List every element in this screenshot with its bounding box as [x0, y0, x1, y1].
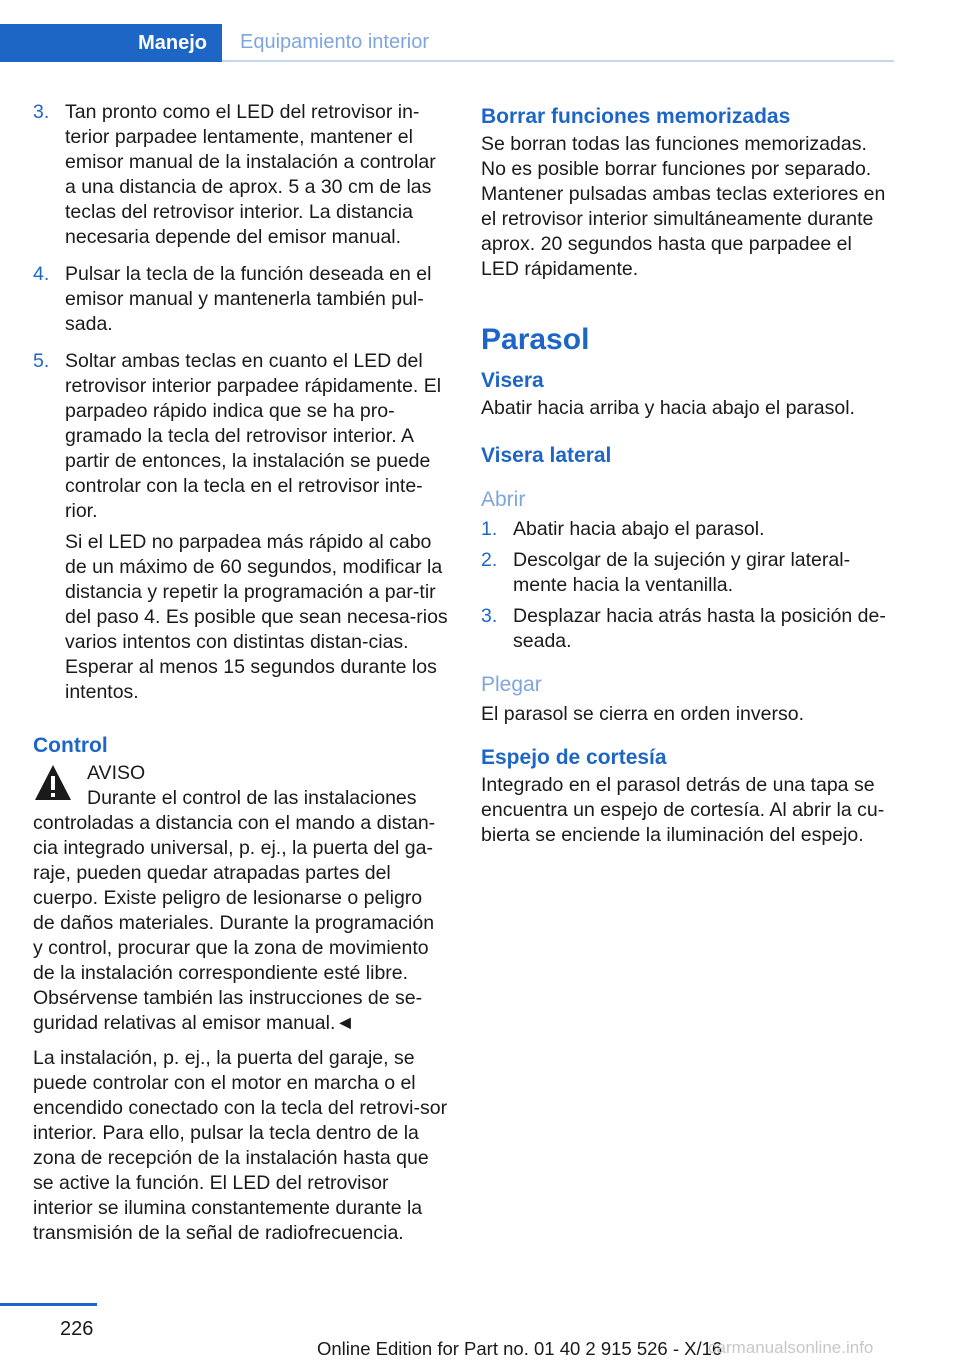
section-tab-equipamiento[interactable]: Equipamiento interior: [222, 24, 894, 62]
borrar-heading: Borrar funciones memorizadas: [481, 105, 791, 128]
step-text: Tan pronto como el LED del retrovisor in-terior parpadee lentamente, mantener el emisor manual de la instalación a controlar a una distancia de aprox. 5 a 30 cm de las teclas del retrovisor interior. La distancia necesaria depende del emisor manual.: [65, 101, 436, 248]
step-text: Pulsar la tecla de la función deseada en el emisor manual y mantenerla también pul-sada.: [65, 263, 432, 335]
espejo-text: Integrado en el parasol detrás de una tapa se encuentra un espejo de cortesía. Al abrir la cu-bierta se enciende la iluminación del espejo.: [481, 774, 885, 846]
warning-title: AVISO: [87, 762, 146, 784]
control-paragraph: La instalación, p. ej., la puerta del garaje, se puede controlar con el motor en marcha o el encendido conectado con la tecla del retrovi-sor interior. Para ello, pulsar la tecla dentro de la zona de recepción de la instalación hasta que se active la función. El LED del retrovisor interior se ilumina constantemente durante la transmisión de la señal de radiofrecuencia.: [33, 1047, 448, 1244]
abrir-heading: Abrir: [481, 488, 526, 511]
warning-first-line: Durante el control de las instalaciones: [87, 787, 417, 809]
warning-triangle-icon: [33, 763, 73, 803]
step-number: 3.: [481, 605, 498, 627]
left-column: [33, 100, 448, 1256]
step-number: 4.: [33, 263, 50, 285]
step-number: 3.: [33, 101, 50, 123]
watermark: carmanualsonline.info: [708, 1338, 874, 1357]
step-item: [33, 349, 448, 711]
step-item: [481, 517, 893, 542]
step-item: [481, 548, 893, 598]
step-text: Descolgar de la sujeción y girar lateral-mente hacia la ventanilla.: [513, 549, 851, 596]
edition-note: Online Edition for Part no. 01 40 2 915 526 - X/16: [317, 1338, 723, 1359]
page-number: 226: [60, 1318, 94, 1340]
warning-block: [33, 761, 448, 811]
espejo-heading: Espejo de cortesía: [481, 746, 667, 769]
step-text: Abatir hacia abajo el parasol.: [513, 518, 765, 540]
borrar-text: Se borran todas las funciones memorizadas. No es posible borrar funciones por separado. Mantener pulsadas ambas teclas exteriores en el retrovisor interior simultáneamente durante aprox. 20 segundos hasta que parpadee el LED rápidamente.: [481, 133, 886, 280]
step-item: [33, 262, 448, 343]
plegar-heading: Plegar: [481, 673, 542, 696]
step-extra-text: Si el LED no parpadea más rápido al cabo de un máximo de 60 segundos, modificar la distancia y repetir la programación a par-tir del paso 4. Es posible que sean necesa-rios varios intentos con distintas distan-cias. Esperar al menos 15 segundos durante los intentos.: [65, 531, 448, 703]
header-bar: [0, 0, 960, 64]
step-text: Soltar ambas teclas en cuanto el LED del retrovisor interior parpadee rápidamente. El parpadeo rápido indica que se ha pro-gramado la tecla del retrovisor interior. A partir de entonces, la instalación se puede controlar con la tecla en el retrovisor inte-rior.: [65, 350, 442, 522]
step-number: 5.: [33, 350, 50, 372]
plegar-text: El parasol se cierra en orden inverso.: [481, 703, 804, 725]
step-number: 2.: [481, 549, 498, 571]
visera-lateral-heading: Visera lateral: [481, 444, 612, 467]
visera-heading: Visera: [481, 369, 544, 392]
section-tab-manejo[interactable]: Manejo: [0, 24, 222, 62]
step-number: 1.: [481, 518, 498, 540]
right-column: [481, 100, 893, 858]
parasol-heading: Parasol: [481, 323, 590, 356]
warning-text: controladas a distancia con el mando a distan-cia integrado universal, p. ej., la puerta del ga-raje, pueden quedar atrapadas partes del cuerpo. Existe peligro de lesionarse o peligro de daños materiales. Durante la programación y control, procurar que la zona de movimiento de la instalación correspondiente esté libre. Obsérvense también las instrucciones de se-guridad relativas al emisor manual.◄: [33, 812, 436, 1034]
step-item: [33, 100, 448, 256]
footer-rule: [0, 1303, 97, 1306]
visera-text: Abatir hacia arriba y hacia abajo el parasol.: [481, 397, 855, 419]
step-item: [481, 604, 893, 654]
step-text: Desplazar hacia atrás hasta la posición de-seada.: [513, 605, 886, 652]
control-heading: Control: [33, 734, 108, 757]
